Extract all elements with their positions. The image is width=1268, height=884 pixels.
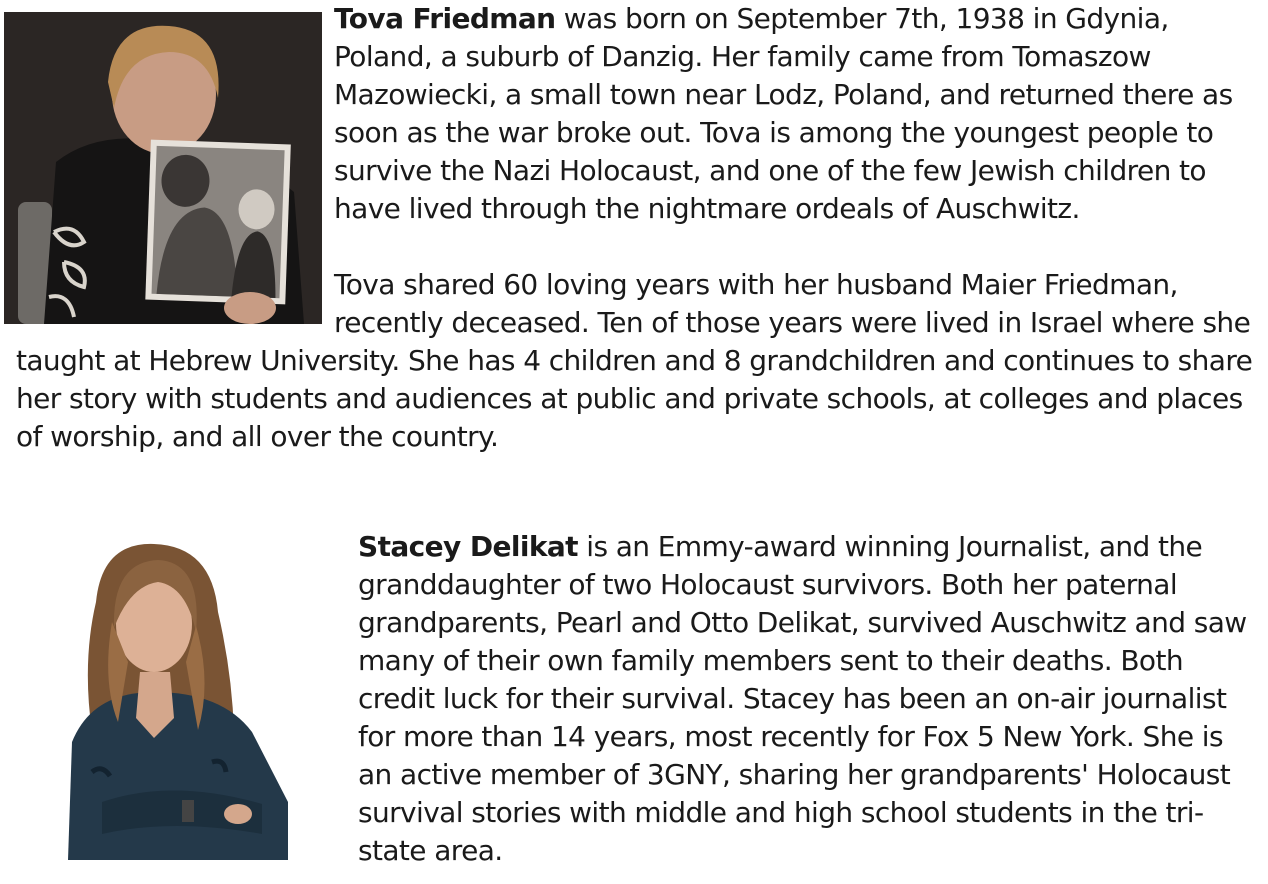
- tova-bio-paragraph-1-text: was born on September 7th, 1938 in Gdynia, Poland, a suburb of Danzig. Her family came from Tomaszow Mazowiecki, a small town near Lodz, Poland, and returned there as soon as the war broke out. Tova is among the youngest people to survive the Nazi Holocaust, and one of the few Jewish children to have lived through the nightmare ordeals of Auschwitz.: [334, 2, 1233, 225]
- tova-name: Tova Friedman: [334, 2, 556, 35]
- stacey-bio-paragraph-text: is an Emmy-award winning Journalist, and the granddaughter of two Holocaust survivors. Both her paternal grandparents, Pearl and Otto Delikat, survived Auschwitz and saw many of their own family members sent to their deaths. Both credit luck for their survival. Stacey has been an on-air journalist for more than 14 years, most recently for Fox 5 New York. She is an active member of 3GNY, sharing her grandparents' Holocaust survival stories with middle and high school students in the tri-state area.: [358, 530, 1247, 867]
- stacey-bio-paragraph: [358, 528, 1258, 870]
- stacey-portrait-illustration: [62, 542, 294, 860]
- stacey-name: Stacey Delikat: [358, 530, 578, 563]
- tova-portrait-illustration: [4, 12, 322, 324]
- tova-bio-paragraph-2: Tova shared 60 loving years with her husband Maier Friedman, recently deceased. Ten of those years were lived in Israel where she taught at Hebrew University. She has 4 children and 8 grandchildren and continues to share her story with students and audiences at public and private schools, at colleges and places of worship, and all over the country.: [16, 268, 1253, 453]
- tova-friedman-photo: [4, 12, 322, 324]
- stacey-delikat-photo: [62, 542, 294, 860]
